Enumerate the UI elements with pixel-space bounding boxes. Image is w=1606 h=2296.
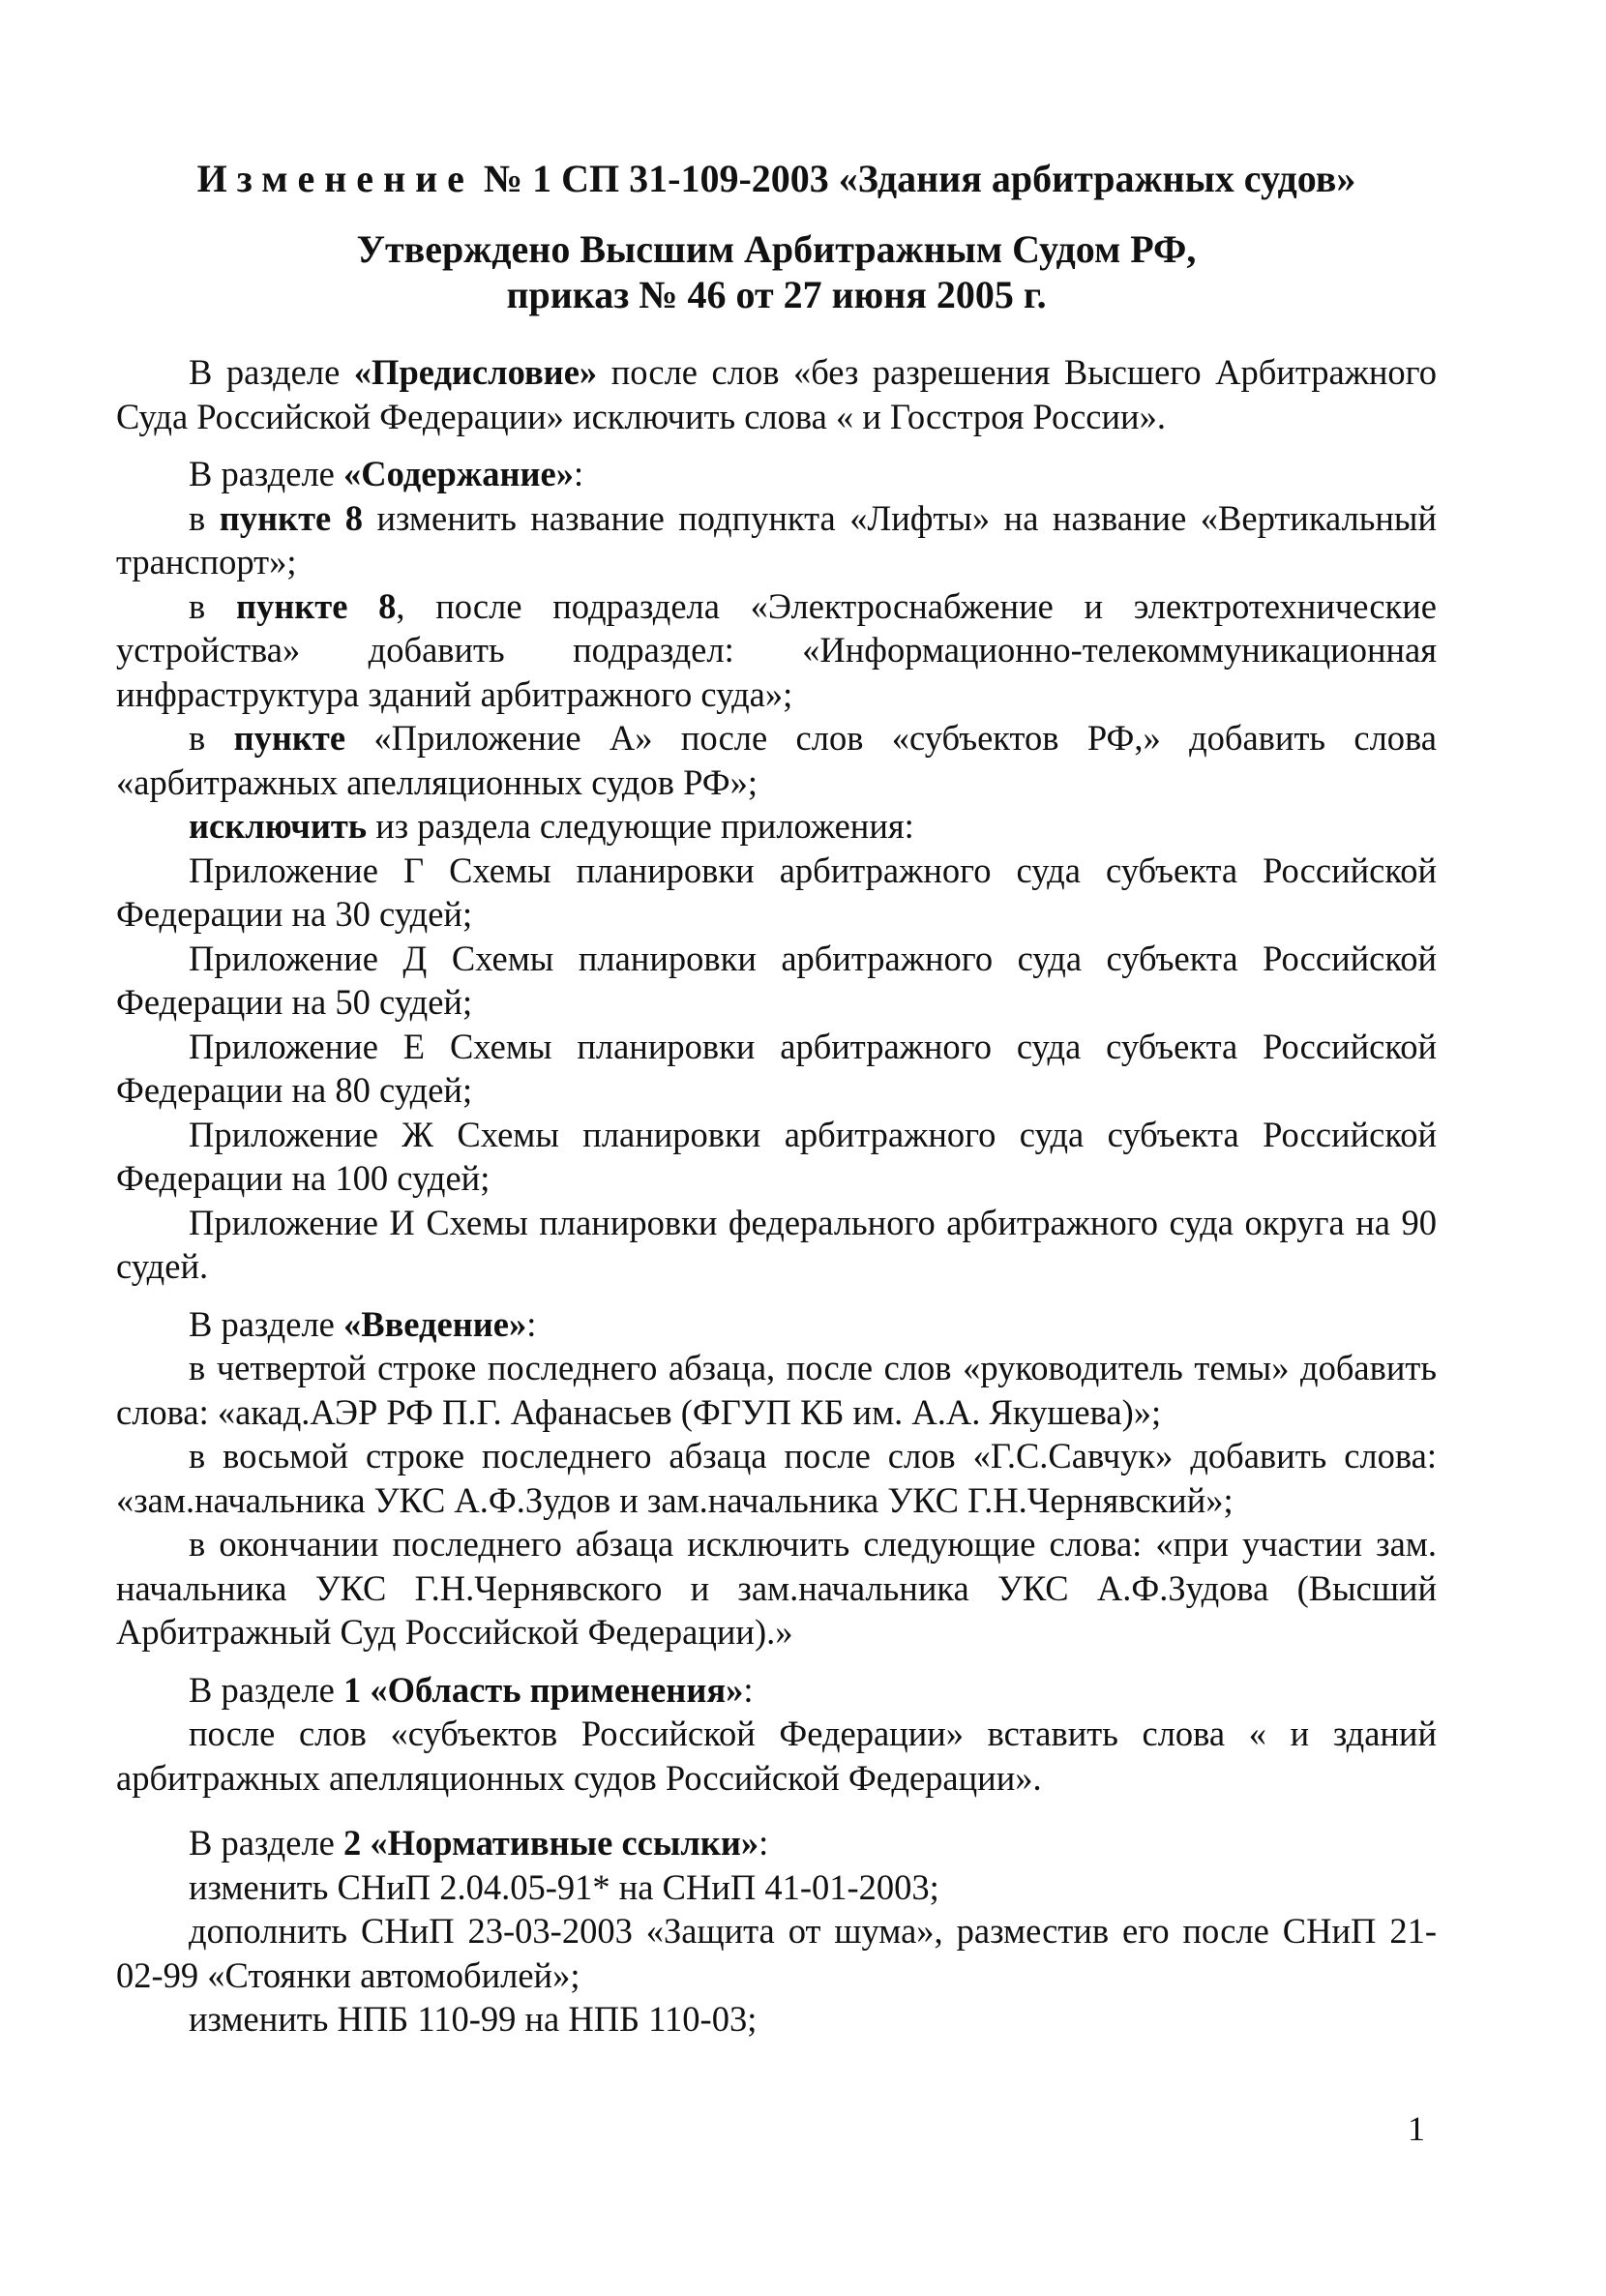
paragraph-ref-snip-23: дополнить СНиП 23-03-2003 «Защита от шума», разместив его после СНиП 21-02-99 «Стоянки автомобилей»;	[116, 1911, 1437, 1995]
bold-section-name: «Содержание»	[343, 454, 574, 493]
paragraph-item-8-power: в пункте 8, после подраздела «Электроснабжение и электротехнические устройства» добавить подраздел: «Информационно-телекоммуникационная инфраструктура зданий арбитражного суда»;	[116, 585, 1437, 714]
paragraph-appendix-i: Приложение И Схемы планировки федерального арбитражного суда округа на 90 судей.	[116, 1202, 1437, 1286]
bold-section-name: «Предисловие»	[353, 352, 598, 392]
bold-section-name: 2 «Нормативные ссылки»	[343, 1823, 759, 1863]
bold-section-name: «Введение»	[343, 1303, 527, 1344]
paragraph-appendix-a: в пункте «Приложение А» после слов «субъектов РФ,» добавить слова «арбитражных апелляционных судов РФ»;	[116, 718, 1438, 802]
paragraph-item-8-lifts: в пункте 8 изменить название подпункта «Лифты» на название «Вертикальный транспорт»;	[116, 497, 1437, 581]
paragraph-appendix-d: Приложение Д Схемы планировки арбитражного суда субъекта Российской Федерации на 50 судей;	[116, 938, 1437, 1022]
paragraph-contents-heading: В разделе «Содержание»:	[189, 454, 584, 493]
bold-item-ref: пункте 8	[219, 497, 363, 538]
paragraph-appendix-g: Приложение Г Схемы планировки арбитражного суда субъекта Российской Федерации на 30 судей;	[116, 850, 1437, 934]
document-title	[116, 155, 1437, 203]
paragraph-scope-change: после слов «субъектов Российской Федерации» вставить слова « и зданий арбитражных апелляционных судов Российской Федерации».	[116, 1714, 1437, 1798]
title-rest: № 1 СП 31-109-2003 «Здания арбитражных судов»	[473, 157, 1356, 200]
approval-line-2: приказ № 46 от 27 июня 2005 г.	[506, 273, 1047, 316]
bold-section-name: 1 «Область применения»	[343, 1669, 744, 1710]
paragraph-intro-line-8: в восьмой строке последнего абзаца после слов «Г.С.Савчук» добавить слова: «зам.начальника УКС А.Ф.Зудов и зам.начальника УКС Г.Н.Чернявский»;	[116, 1436, 1437, 1520]
document-content	[116, 155, 1437, 2042]
bold-item-ref: пункте	[233, 718, 346, 758]
bold-item-ref: пункте 8	[235, 585, 397, 626]
paragraph-appendix-e: Приложение Е Схемы планировки арбитражного суда субъекта Российской Федерации на 80 судей;	[116, 1026, 1437, 1110]
paragraph-ref-npb: изменить НПБ 110-99 на НПБ 110-03;	[189, 1999, 758, 2039]
paragraph-references-heading: В разделе 2 «Нормативные ссылки»:	[189, 1823, 769, 1863]
paragraph-exclude-appendices: исключить из раздела следующие приложения:	[189, 806, 914, 846]
bold-exclude: исключить	[189, 806, 368, 846]
paragraph-intro-ending: в окончании последнего абзаца исключить следующие слова: «при участии зам. начальника УКС Г.Н.Чернявского и зам.начальника УКС А.Ф.Зудова (Высший Арбитражный Суд Российской Федерации).»	[116, 1524, 1437, 1652]
page-number: 1	[1408, 2109, 1425, 2148]
paragraph-ref-snip-41: изменить СНиП 2.04.05-91* на СНиП 41-01-2003;	[189, 1866, 939, 1907]
paragraph-preface: В разделе «Предисловие» после слов «без разрешения Высшего Арбитражного Суда Российской Федерации» исключить слова « и Госстроя России».	[116, 352, 1437, 436]
approval-line-1: Утверждено Высшим Арбитражным Судом РФ,	[356, 227, 1197, 271]
paragraph-appendix-zh: Приложение Ж Схемы планировки арбитражного суда субъекта Российской Федерации на 100 судей;	[116, 1114, 1437, 1198]
title-word-change: Изменение	[196, 157, 474, 200]
paragraph-scope-heading: В разделе 1 «Область применения»:	[189, 1669, 754, 1710]
paragraph-intro-line-4: в четвертой строке последнего абзаца, после слов «руководитель темы» добавить слова: «акад.АЭР РФ П.Г. Афанасьев (ФГУП КБ им. А.А. Якушева)»;	[116, 1348, 1437, 1432]
document-body	[116, 350, 1437, 2042]
paragraph-introduction-heading: В разделе «Введение»:	[189, 1303, 537, 1344]
approval-note	[116, 226, 1437, 317]
